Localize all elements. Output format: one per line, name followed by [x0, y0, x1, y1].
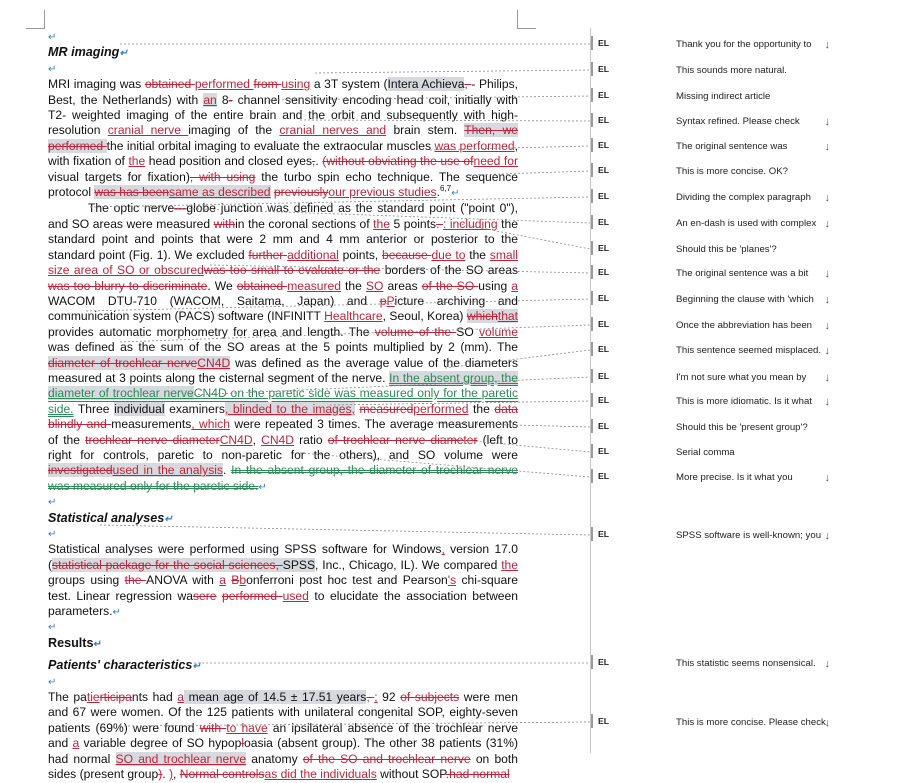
expand-arrow-icon[interactable]: ↓	[824, 717, 830, 728]
comment-text: Once the abbreviation has been	[676, 320, 813, 331]
expand-arrow-icon[interactable]: ↓	[824, 39, 830, 50]
comment-balloon[interactable]	[676, 345, 836, 356]
comment-bar	[591, 342, 593, 356]
heading-statistical-analyses: Statistical analyses↵	[48, 510, 173, 525]
paragraph-patients[interactable]: The patierticipants had a mean age of 14.5 ± 17.51 years, ; 92 of subjects were men and 67 were women. Of the 125 patients with unilateral congenital SOP, eighty-seven patients (69%) were found with to have an ipsilateral absence of the trochlear nerve and a variable degree of SO hypoploasia (absent group). The other 38 patients (31%) had normal SO and trochlear nerve anatomy of the SO and trochlear nerve on both sides (present group). ), Normal controlsas did the individuals without SOP.had normal	[48, 690, 519, 782]
expand-arrow-icon[interactable]: ↓	[824, 658, 830, 669]
paragraph-mri-imaging[interactable]: MRI imaging was obtained performed from using a 3T system (Intera Achieva, - Philips, Best, the Netherlands) with an 8- channel sensitivity encoding head coil, initially with T2- weighted imaging of the entire brain and the orbit and subsequently with high-resolution cranial nerve imaging of the cranial nerves and brain stem. Then, we performed the initial orbital imaging to evaluate the extraocular muscles was performed, with fixation of the head position and closed eyes,. (without obviating the use ofneed for visual targets for fixation), with using the turbo spin echo technique. The sequence protocol was has beensame as described previouslyour previous studies.$^{6,7}$↵	[48, 77, 519, 200]
comment-bar	[591, 88, 593, 102]
comment-bar	[591, 393, 593, 407]
comment-balloon[interactable]	[676, 116, 836, 127]
paragraph-mark: ↵	[48, 529, 57, 540]
comment-balloon[interactable]	[676, 91, 836, 102]
comment-bar	[591, 189, 593, 203]
comment-balloon[interactable]	[676, 166, 836, 177]
comment-balloon[interactable]	[676, 65, 836, 76]
comment-author-tag: EL	[598, 267, 609, 277]
comment-author-tag: EL	[598, 529, 609, 539]
comment-author-tag: EL	[598, 64, 609, 74]
comment-bar	[591, 469, 593, 483]
expand-arrow-icon[interactable]: ↓	[824, 294, 830, 305]
comment-bar	[591, 265, 593, 279]
comment-text: This sounds more natural.	[676, 65, 787, 76]
comment-text: This is more concise. Please check	[676, 717, 826, 728]
comment-bar	[591, 36, 593, 50]
paragraph-statistical-analyses[interactable]: Statistical analyses were performed using SPSS software for Windows, version 17.0 (statistical package for the social sciences, SPSS, Inc., Chicago, IL). We compared the groups using the ANOVA with a Bbonferroni post hoc test and Pearson's chi-square test. Linear regression wasere performed used to elucidate the association between parameters.↵	[48, 542, 518, 619]
paragraph-mark: ↵	[48, 32, 57, 43]
comment-balloon[interactable]	[676, 218, 836, 229]
comment-balloon[interactable]	[676, 39, 836, 50]
comment-text: The original sentence was a bit	[676, 268, 809, 279]
margin-separator	[590, 28, 591, 753]
paragraph-mark: ↵	[48, 63, 57, 75]
comment-balloon[interactable]	[676, 192, 836, 203]
comment-author-tag: EL	[598, 421, 609, 431]
comment-text: Thank you for the opportunity to	[676, 39, 812, 50]
comment-author-tag: EL	[598, 371, 609, 381]
comment-text: This sentence seemed misplaced.	[676, 345, 822, 356]
comment-text: Should this be 'planes'?	[676, 244, 777, 255]
comment-text: Syntax refined. Please check	[676, 116, 800, 127]
comment-text: More precise. Is it what you	[676, 472, 793, 483]
comment-balloon[interactable]	[676, 268, 836, 279]
paragraph-so-measurement[interactable]: The optic nerve—globe junction was defined as the standard point ("point 0"), and SO areas were measured within the coronal sections of the 5 points. : including the standard point and points that were 2 mm and 4 mm anterior or posterior to the standard point (Fig. 1). We excluded further additional points, because due to the small size area of SO or obscuredwas too small to evaluate or the borders of the SO areas was too blurry to discriminate. We obtained measured the SO areas of the SO using a WACOM DTU-710 (WACOM, Saitama, Japan) and pPicture archiving and communication system (PACS) software (INFINITT Healthcare, Seoul, Korea) whichthat provides automatic morphometry for area and length. The volume of the SO volume was defined as the sum of the SO areas at the 5 points multiplied by 2 (mm). The diameter of trochlear nerveCN4D was defined as the average value of the diameters measured at 3 points along the cisternal segment of the nerve. In the absent group, the diameter of trochlear nerveCN4D on the paretic side was measured only for the paretic side. Three individual examiners, blinded to the images, measuredperformed the data blindly and measurements, which were repeated 3 times. The average measurements of the trochlear nerve diameterCN4D, CN4D ratio of trochlear nerve diameter (left to right for controls, paretic to non-paretic for the others), and SO volume were investigatedused in the analysis. In the absent group, the diameter of trochlear nerve was measured only for the paretic side.↵	[48, 201, 519, 493]
comment-balloon[interactable]	[676, 294, 836, 305]
expand-arrow-icon[interactable]: ↓	[824, 345, 830, 356]
comment-author-tag: EL	[598, 716, 609, 726]
comment-author-tag: EL	[598, 293, 609, 303]
comment-text: This is more concise. OK?	[676, 166, 788, 177]
comment-bar	[591, 655, 593, 669]
expand-arrow-icon[interactable]: ↓	[824, 320, 830, 331]
comment-bar	[591, 527, 593, 541]
expand-arrow-icon[interactable]: ↓	[824, 396, 830, 407]
heading-patients-characteristics: Patients' characteristics↵	[48, 658, 201, 673]
comment-author-tag: EL	[598, 446, 609, 456]
comment-balloon[interactable]	[676, 717, 836, 728]
heading-mr-imaging: MR imaging↵	[48, 45, 128, 60]
comment-author-tag: EL	[598, 243, 609, 253]
heading-results: Results↵	[48, 635, 102, 650]
comment-balloon[interactable]	[676, 422, 836, 433]
comment-bar	[591, 163, 593, 177]
paragraph-mark: ↵	[48, 676, 57, 688]
comment-bar	[591, 215, 593, 229]
comment-author-tag: EL	[598, 115, 609, 125]
comment-text: SPSS software is well-known; you	[676, 530, 822, 541]
comment-author-tag: EL	[598, 140, 609, 150]
comment-balloon[interactable]	[676, 396, 836, 407]
comment-text: This is more idiomatic. Is it what	[676, 396, 812, 407]
comment-bar	[591, 419, 593, 433]
comment-text: Serial comma	[676, 447, 735, 458]
paragraph-mark: ↵	[48, 497, 57, 509]
comment-text: I'm not sure what you mean by	[676, 372, 807, 383]
comment-text: Missing indirect article	[676, 91, 771, 102]
paragraph-mark: ↵	[48, 622, 57, 634]
comment-author-tag: EL	[598, 191, 609, 201]
expand-arrow-icon[interactable]: ↓	[824, 472, 830, 483]
comment-balloon[interactable]	[676, 244, 836, 255]
comment-text: This statistic seems nonsensical.	[676, 658, 816, 669]
comment-text: Beginning the clause with 'which	[676, 294, 814, 305]
comment-author-tag: EL	[598, 38, 609, 48]
comment-text: The original sentence was	[676, 141, 788, 152]
comment-author-tag: EL	[598, 217, 609, 227]
comment-bar	[591, 62, 593, 76]
comment-balloon[interactable]	[676, 447, 836, 458]
comment-author-tag: EL	[598, 471, 609, 481]
comment-text: An en-dash is used with complex	[676, 218, 817, 229]
comment-bar	[591, 241, 593, 255]
comment-bar	[591, 113, 593, 127]
comment-text: Dividing the complex paragraph	[676, 192, 811, 203]
comment-balloon[interactable]	[676, 658, 836, 669]
comment-bar	[591, 291, 593, 305]
expand-arrow-icon[interactable]: ↓	[824, 116, 830, 127]
expand-arrow-icon[interactable]: ↓	[824, 530, 830, 541]
comment-author-tag: EL	[598, 344, 609, 354]
comment-balloon[interactable]	[676, 372, 836, 383]
comment-author-tag: EL	[598, 165, 609, 175]
comment-author-tag: EL	[598, 319, 609, 329]
comment-bar	[591, 317, 593, 331]
comment-balloon[interactable]	[676, 320, 836, 331]
expand-arrow-icon[interactable]: ↓	[824, 372, 830, 383]
comment-text: Should this be 'present group'?	[676, 422, 808, 433]
comment-bar	[591, 369, 593, 383]
comment-author-tag: EL	[598, 90, 609, 100]
comment-bar	[591, 138, 593, 152]
expand-arrow-icon[interactable]: ↓	[824, 141, 830, 152]
comment-bar	[591, 714, 593, 728]
comment-author-tag: EL	[598, 395, 609, 405]
comment-author-tag: EL	[598, 657, 609, 667]
comment-balloon[interactable]	[676, 141, 836, 152]
expand-arrow-icon[interactable]: ↓	[824, 218, 830, 229]
comment-balloon[interactable]	[676, 472, 836, 483]
comment-bar	[591, 444, 593, 458]
expand-arrow-icon[interactable]: ↓	[824, 192, 830, 203]
comment-balloon[interactable]	[676, 530, 836, 541]
expand-arrow-icon[interactable]: ↓	[824, 268, 830, 279]
